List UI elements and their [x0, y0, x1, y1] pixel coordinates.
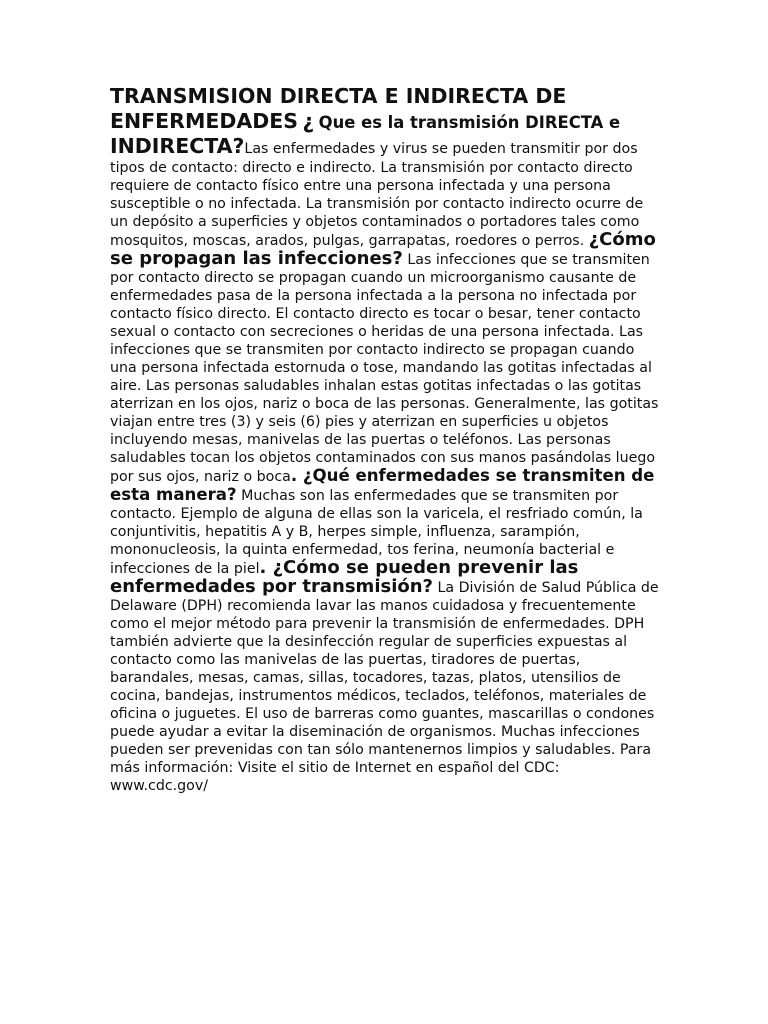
document-body: [110, 84, 660, 795]
question-1-heading: Que es la transmisión DIRECTA e: [318, 113, 621, 132]
title-line-2: ENFERMEDADES: [110, 109, 299, 133]
question-1-heading-end: INDIRECTA?: [110, 134, 245, 158]
question-4-heading: . ¿Cómo se pueden prevenir las enfermedades por transmisión?: [110, 557, 579, 597]
paragraph-1: Las enfermedades y virus se pueden transmitir por dos tipos de contacto: directo e indirecto. La transmisión por contacto directo requiere de contacto físico entre una persona infectada y una persona susceptible o no infectada. La transmisión por contacto indirecto ocurre de un depósito a superficies y objetos contaminados o portadores tales como mosquitos, moscas, arados, pulgas, garrapatas, roedores o perros.: [110, 141, 644, 249]
question-3-heading: . ¿Qué enfermedades se transmiten de esta manera?: [110, 466, 655, 504]
title-line-1: TRANSMISION DIRECTA E INDIRECTA DE: [110, 84, 567, 108]
paragraph-2: Las infecciones que se transmiten por contacto directo se propagan cuando un microorganismo causante de enfermedades pasa de la persona infectada a la persona no infectada por contacto físico directo. El contacto directo es tocar o besar, tener contacto sexual o contacto con secreciones o heridas de una persona infectada. Las infecciones que se transmiten por contacto indirecto se propagan cuando una persona infectada estornuda o tose, mandando las gotitas infectadas al aire. Las personas saludables inhalan estas gotitas infectadas o las gotitas aterrizan en los ojos, nariz o boca de las personas. Generalmente, las gotitas viajan entre tres (3) y seis (6) pies y aterrizan en superficies u objetos incluyendo mesas, manivelas de las puertas o teléfonos. Las personas saludables tocan los objetos contaminados con sus manos pasándolas luego por sus ojos, nariz o boca: [110, 252, 659, 485]
question-1-mark: ¿: [302, 109, 315, 133]
paragraph-3: Muchas son las enfermedades que se transmiten por contacto. Ejemplo de alguna de ellas son la varicela, el resfriado común, la conjuntivitis, hepatitis A y B, herpes simple, influenza, sarampión, mononucleosis, la quinta enfermedad, tos ferina, neumonía bacterial e infecciones de la piel: [110, 488, 643, 577]
question-2-heading: ¿Cómo se propagan las infecciones?: [110, 229, 656, 269]
document-page: [110, 84, 660, 795]
paragraph-4: La División de Salud Pública de Delaware (DPH) recomienda lavar las manos cuidadosa y frecuentemente como el mejor método para prevenir la transmisión de enfermedades. DPH también advierte que la desinfección regular de superficies expuestas al contacto como las manivelas de las puertas, tiradores de puertas, barandales, mesas, camas, sillas, tocadores, tazas, platos, utensilios de cocina, bandejas, instrumentos médicos, teclados, teléfonos, materiales de oficina o juguetes. El uso de barreras como guantes, mascarillas o condones puede ayudar a evitar la diseminación de organismos. Muchas infecciones pueden ser prevenidas con tan sólo mantenernos limpios y saludables. Para más información: Visite el sitio de Internet en español del CDC: www.cdc.gov/: [110, 580, 659, 794]
